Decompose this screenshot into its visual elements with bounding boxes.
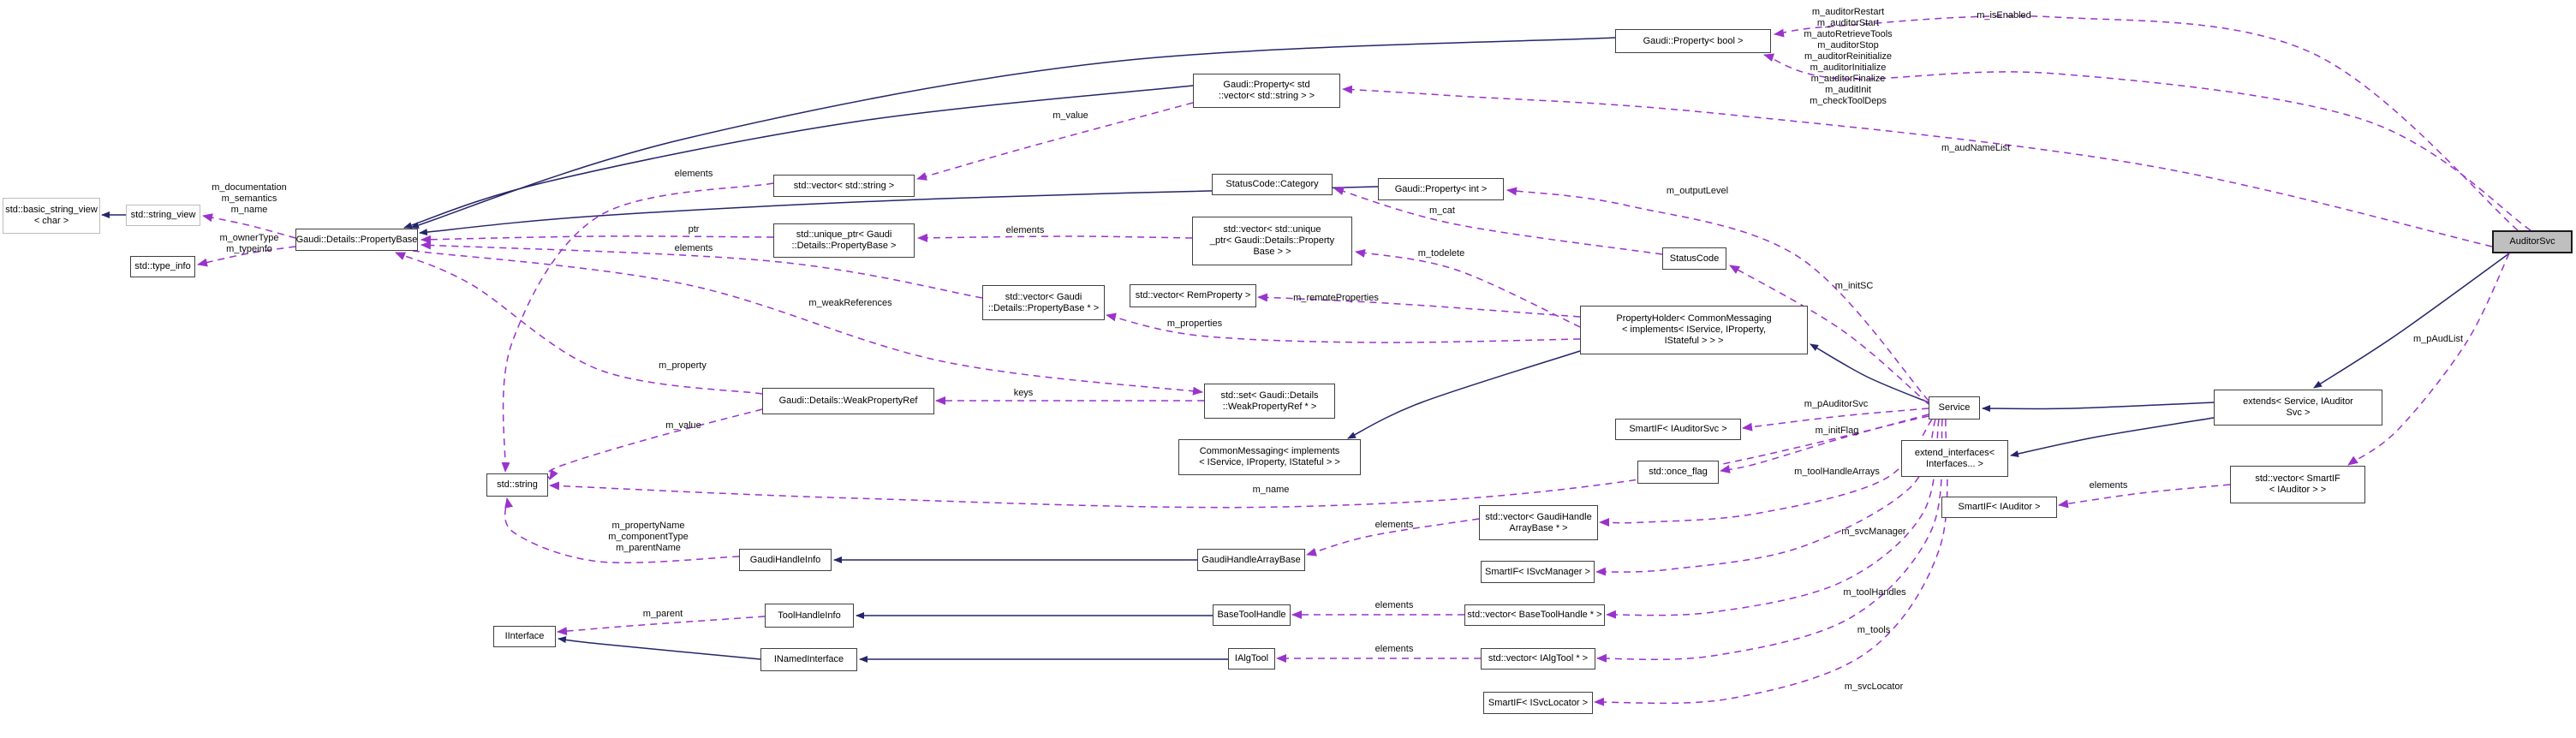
edge-label-line: m_pAudList xyxy=(2412,334,2464,344)
edge-auditorsvc-to-vec_smartif_auditor xyxy=(2348,253,2509,465)
node-property_holder[interactable] xyxy=(1580,306,1808,354)
node-tool_handle_info[interactable] xyxy=(765,604,854,628)
node-string_view[interactable] xyxy=(126,205,200,226)
node-label-line: INamedInterface xyxy=(773,654,844,664)
node-sc_category[interactable] xyxy=(1212,174,1333,195)
node-label-line: _ptr< Gaudi::Details::Property xyxy=(1209,235,1335,246)
node-label-line: std::vector< IAlgTool * > xyxy=(1488,653,1589,664)
edge-label-line: m_documentation xyxy=(212,182,287,193)
edge-vec_ghab-to-gaudi_handle_array_base xyxy=(1307,519,1479,555)
node-label-line: std::vector< SmartIF xyxy=(2255,473,2340,484)
node-vec_ghab[interactable] xyxy=(1479,505,1598,540)
node-label-line: Gaudi::Details::PropertyBase xyxy=(295,234,418,245)
node-label-line: std::basic_string_view xyxy=(5,205,98,215)
node-label-line: std::set< Gaudi::Details xyxy=(1220,390,1319,401)
edge-vec_unique_pb-to-unique_ptr_pb xyxy=(918,236,1192,238)
edge-inamed_interface-to-iinterface xyxy=(558,639,760,659)
edge-auditorsvc-to-prop_bool xyxy=(1774,16,2518,230)
node-label-line: ArrayBase * > xyxy=(1509,522,1568,533)
edge-label-line: ptr xyxy=(688,224,700,235)
node-label-line: Service xyxy=(1938,402,1971,413)
edge-label-line: m_todelete xyxy=(1417,248,1465,259)
edge-label-line: m_name xyxy=(1252,485,1290,495)
node-label-line: SmartIF< IAuditorSvc > xyxy=(1629,424,1727,434)
edge-label-line: elements xyxy=(1374,644,1414,654)
node-label-line: std::vector< std::string > xyxy=(793,180,895,191)
edge-label-line: m_value xyxy=(1052,110,1088,121)
node-label-line: < char > xyxy=(33,216,69,226)
edge-extends_box-to-extend_interfaces xyxy=(2011,418,2214,455)
edge-label-line: keys xyxy=(1013,388,1034,398)
node-label-line: Base > > xyxy=(1253,247,1291,257)
node-label-line: ::Details::PropertyBase > xyxy=(791,241,897,251)
node-label-line: < implements< IService, IProperty, xyxy=(1622,324,1766,335)
edge-label-line: m_auditInit xyxy=(1825,85,1871,95)
node-gaudi_handle_info[interactable] xyxy=(739,549,832,571)
edge-label-line: m_parentName xyxy=(616,543,681,553)
edge-property_holder-to-common_msg xyxy=(1348,351,1580,438)
edge-label-line: m_name xyxy=(230,205,268,215)
node-status_code[interactable] xyxy=(1662,247,1726,270)
node-once_flag[interactable] xyxy=(1637,461,1719,484)
node-label-line: SmartIF< ISvcManager > xyxy=(1485,566,1590,577)
node-label-line: PropertyHolder< CommonMessaging xyxy=(1616,313,1772,324)
edge-label-line: elements xyxy=(1374,600,1414,610)
node-label-line: IInterface xyxy=(504,631,545,641)
node-label-line: GaudiHandleInfo xyxy=(749,554,821,565)
node-label-line: ToolHandleInfo xyxy=(778,610,841,621)
node-label-line: std::vector< GaudiHandle xyxy=(1485,511,1592,522)
edge-label-line: m_value xyxy=(665,420,701,431)
edge-gaudi_handle_info-to-std_string xyxy=(505,498,739,562)
node-inamed_interface[interactable] xyxy=(760,648,857,671)
edge-vec_smartif_auditor-to-smartif_auditor xyxy=(2059,485,2230,505)
node-label-line: < IAuditor > > xyxy=(2269,485,2327,495)
edge-label-line: m_auditorFinalize xyxy=(1810,74,1886,84)
node-label-line: Gaudi::Property< bool > xyxy=(1643,35,1744,46)
edge-weak_ref-to-std_string xyxy=(547,409,762,479)
edge-prop_vec_string-to-property_base xyxy=(404,86,1193,228)
node-label-line: IStateful > > > xyxy=(1664,336,1724,346)
edge-extends_box-to-service xyxy=(1983,402,2214,409)
edge-label-line: m_tools xyxy=(1857,625,1891,635)
node-label-line: ::WeakPropertyRef * > xyxy=(1222,401,1317,412)
node-label-line: SmartIF< ISvcLocator > xyxy=(1488,697,1589,708)
node-vec_pb_ptr[interactable] xyxy=(982,285,1105,320)
node-type_info[interactable] xyxy=(130,256,195,277)
edge-service-to-smartif_auditorsvc xyxy=(1743,408,1929,428)
node-base_tool_handle[interactable] xyxy=(1213,604,1291,626)
node-label-line: std::unique_ptr< Gaudi xyxy=(796,229,892,240)
node-extends_box[interactable] xyxy=(2214,390,2382,426)
edge-weak_ref-to-property_base xyxy=(396,253,762,394)
node-label-line: StatusCode xyxy=(1669,253,1720,264)
node-gaudi_handle_array_base[interactable] xyxy=(1197,549,1305,571)
node-label-line: CommonMessaging< implements xyxy=(1199,446,1340,456)
edge-auditorsvc-to-prop_vec_string xyxy=(1343,89,2492,247)
edge-label-line: elements xyxy=(1374,520,1414,530)
node-vec_string[interactable] xyxy=(773,175,915,197)
edge-label-line: m_isEnabled xyxy=(1977,10,2031,21)
edge-property_holder-to-vec_unique_pb xyxy=(1356,252,1580,327)
node-set_weak[interactable] xyxy=(1204,384,1335,419)
node-label-line: GaudiHandleArrayBase xyxy=(1202,554,1301,565)
node-vec_unique_pb[interactable] xyxy=(1192,217,1352,265)
edge-service-to-smartif_isvcmanager xyxy=(1596,420,1935,572)
edge-label-line: elements xyxy=(674,243,713,253)
edge-label-line: elements xyxy=(2089,480,2128,491)
node-label-line: ::Details::PropertyBase * > xyxy=(987,302,1100,313)
edge-property_base-to-set_weak xyxy=(413,251,1202,392)
node-label-line: BaseToolHandle xyxy=(1217,610,1286,620)
edge-service-to-vec_bth xyxy=(1607,420,1939,616)
node-vec_ialgtool[interactable] xyxy=(1481,648,1595,670)
node-label-line: Gaudi::Property< std xyxy=(1223,80,1310,90)
edge-tool_handle_info-to-iinterface xyxy=(558,616,765,632)
node-label-line: std::type_info xyxy=(134,261,191,271)
edge-vec_string-to-std_string xyxy=(504,183,773,472)
node-std_string[interactable] xyxy=(486,473,548,497)
edge-label-line: m_parent xyxy=(642,609,683,619)
node-label-line: IAlgTool xyxy=(1234,653,1269,664)
edge-property_holder-to-vec_rem xyxy=(1258,297,1580,317)
node-label-line: StatusCode::Category xyxy=(1225,179,1319,189)
edge-service-to-prop_int xyxy=(1507,190,1929,401)
edge-label-line: m_pAuditorSvc xyxy=(1804,399,1869,409)
edge-label-line: m_componentType xyxy=(608,532,689,542)
node-ialgtool[interactable] xyxy=(1228,648,1275,670)
node-label-line: extends< Service, IAuditor xyxy=(2243,396,2353,407)
edge-label-line: m_outputLevel xyxy=(1666,186,1729,196)
node-label-line: AuditorSvc xyxy=(2509,236,2555,247)
edge-label-line: m_cat xyxy=(1429,205,1455,216)
node-label-line: Gaudi::Property< int > xyxy=(1394,183,1488,194)
edge-label-line: m_initFlag xyxy=(1815,426,1859,436)
node-label-line: extend_interfaces< xyxy=(1914,447,1995,458)
edge-label-line: m_svcManager xyxy=(1841,527,1906,537)
node-label-line: std::string xyxy=(497,479,538,490)
edge-label-line: m_semantics xyxy=(221,193,277,204)
node-vec_bth[interactable] xyxy=(1464,604,1605,626)
edge-auditorsvc-to-prop_bool xyxy=(1764,55,2531,230)
node-unique_ptr_pb[interactable] xyxy=(773,223,915,258)
node-label-line: SmartIF< IAuditor > xyxy=(1958,502,2041,512)
node-vec_smartif_auditor[interactable] xyxy=(2230,466,2365,503)
edge-label-line: m_initSC xyxy=(1834,281,1874,291)
node-iinterface[interactable] xyxy=(493,626,556,647)
edge-label-line: elements xyxy=(674,169,713,179)
node-vec_rem[interactable] xyxy=(1130,284,1256,307)
node-label-line: ::vector< std::string > > xyxy=(1218,91,1315,101)
edge-label-line: m_toolHandleArrays xyxy=(1794,467,1880,477)
edge-label-line: m_audNameList xyxy=(1941,143,2011,153)
edge-label-line: m_toolHandles xyxy=(1843,587,1906,598)
edge-label-line: m_weakReferences xyxy=(808,298,892,308)
edge-label-line: m_checkToolDeps xyxy=(1810,96,1887,106)
node-label-line: Gaudi::Details::WeakPropertyRef xyxy=(778,396,918,406)
node-common_msg[interactable] xyxy=(1178,439,1361,475)
edge-label-line: m_auditorRestart xyxy=(1811,7,1885,17)
node-prop_bool[interactable] xyxy=(1615,29,1771,53)
node-label-line: std::vector< std::unique xyxy=(1223,224,1321,235)
edge-label-line: m_properties xyxy=(1166,318,1223,329)
edge-label-line: m_autoRetrieveTools xyxy=(1804,29,1893,39)
node-smartif_isvclocator[interactable] xyxy=(1483,692,1593,714)
node-weak_ref[interactable] xyxy=(762,388,934,414)
node-property_base[interactable] xyxy=(295,229,418,251)
node-label-line: std::vector< BaseToolHandle * > xyxy=(1467,610,1602,620)
node-label-line: Interfaces... > xyxy=(1926,458,1983,469)
node-auditorsvc xyxy=(2492,230,2573,253)
edge-service-to-once_flag xyxy=(1720,414,1929,471)
node-basic_string_view[interactable] xyxy=(3,198,100,234)
edge-auditorsvc-to-extends_box xyxy=(2314,253,2509,388)
edge-label-line: m_propertyName xyxy=(611,521,685,531)
edge-label-line: m_auditorInitialize xyxy=(1810,62,1887,73)
node-label-line: std::vector< RemProperty > xyxy=(1135,290,1251,301)
edge-label-line: m_remoteProperties xyxy=(1293,293,1379,303)
node-smartif_auditorsvc[interactable] xyxy=(1615,419,1741,440)
edge-property_holder-to-vec_pb_ptr xyxy=(1106,315,1580,342)
edge-label-line: m_auditorReinitialize xyxy=(1804,51,1893,62)
node-smartif_auditor[interactable] xyxy=(1941,497,2057,518)
node-extend_interfaces[interactable] xyxy=(1901,440,2008,477)
node-prop_int[interactable] xyxy=(1378,178,1504,200)
node-label-line: std::string_view xyxy=(130,210,196,220)
edge-prop_vec_string-to-vec_string xyxy=(917,103,1193,179)
edge-label-line: m_auditorStart xyxy=(1816,18,1880,28)
node-label-line: std::vector< Gaudi xyxy=(1005,291,1082,302)
edge-label-line: m_typeinfo xyxy=(226,244,272,254)
edge-property_base-to-string_view xyxy=(203,216,295,238)
node-label-line: Svc > xyxy=(2286,408,2311,418)
edge-service-to-property_holder xyxy=(1810,344,1929,402)
node-prop_vec_string[interactable] xyxy=(1193,74,1340,108)
edge-property_base-to-type_info xyxy=(198,247,295,265)
edge-label-line: m_property xyxy=(659,360,707,371)
edge-label-line: m_svcLocator xyxy=(1844,681,1904,692)
edge-label-line: m_auditorStop xyxy=(1817,40,1879,51)
edge-unique_ptr_pb-to-property_base xyxy=(421,236,773,240)
edge-label-line: elements xyxy=(1005,225,1045,235)
node-smartif_isvcmanager[interactable] xyxy=(1481,561,1595,583)
edge-label-line: m_ownerType xyxy=(219,233,279,243)
edge-service-to-vec_ialgtool xyxy=(1597,420,1942,659)
node-service[interactable] xyxy=(1929,396,1980,420)
node-label-line: std::once_flag xyxy=(1649,467,1708,477)
node-label-line: < IService, IProperty, IStateful > > xyxy=(1199,457,1340,467)
